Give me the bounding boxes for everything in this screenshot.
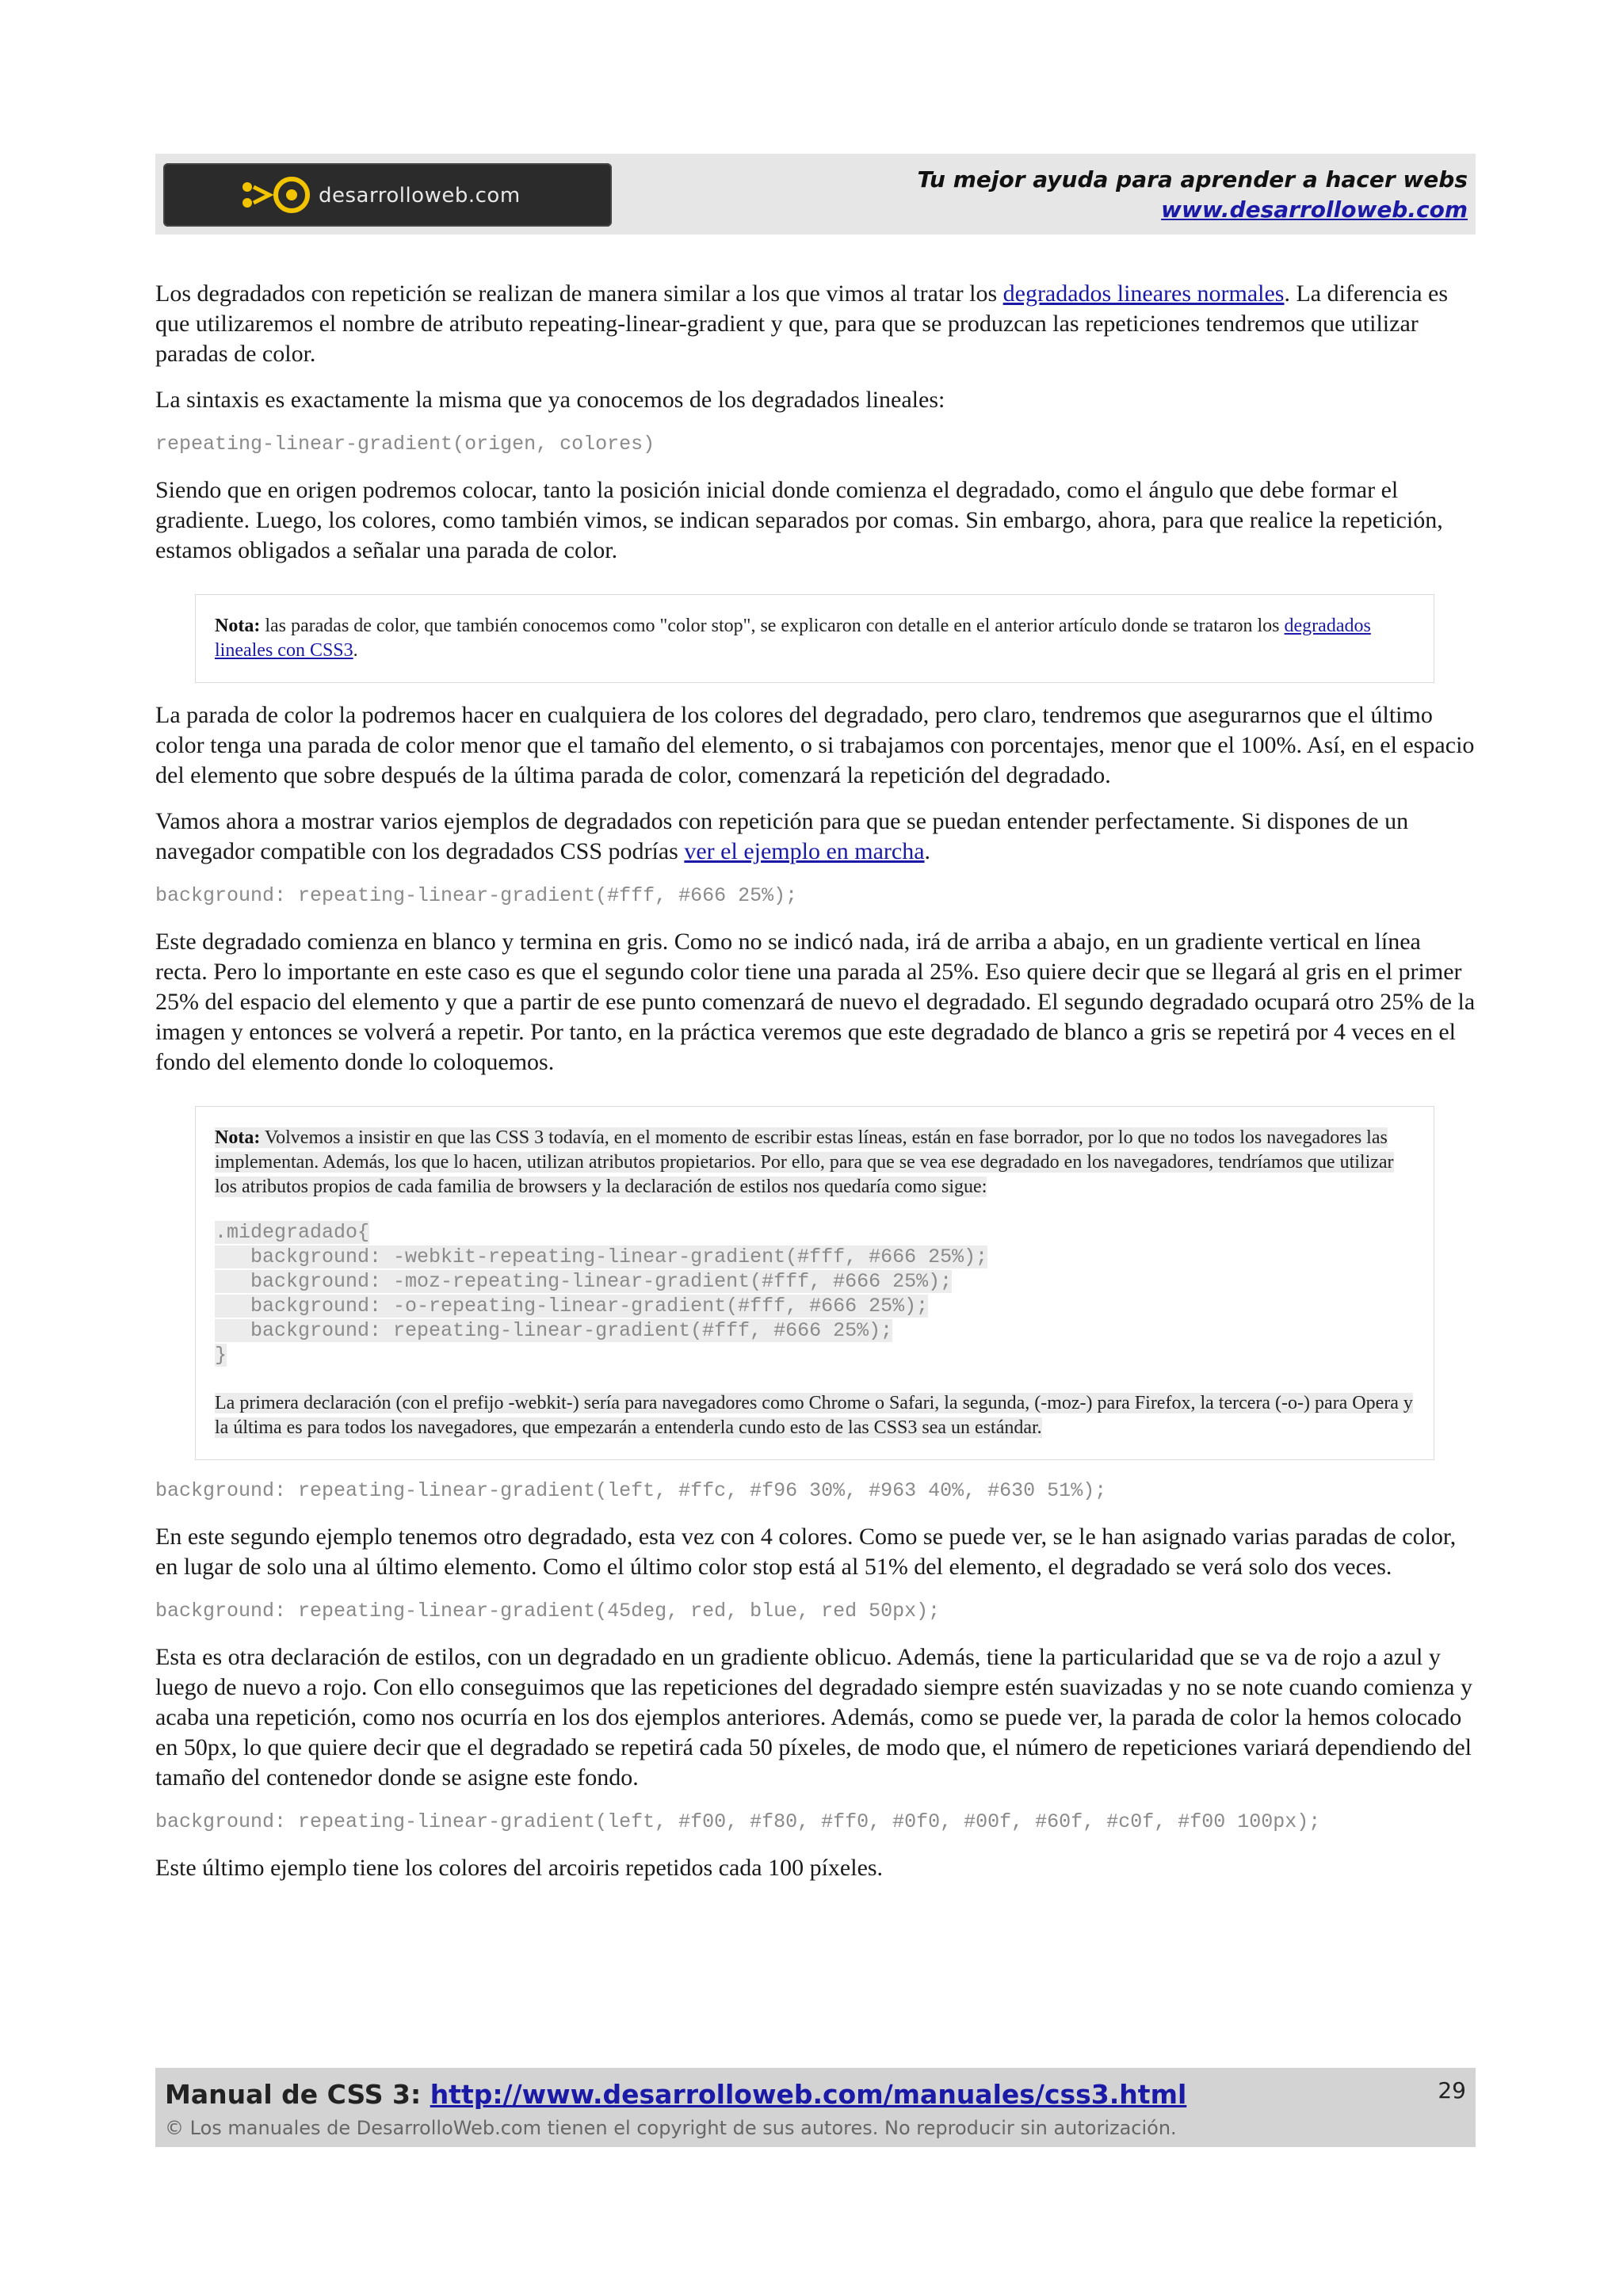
link-degradados-css3[interactable]: degradados lineales con CSS3 <box>215 616 1371 661</box>
manual-link[interactable]: http://www.desarrolloweb.com/manuales/css3.html <box>430 2079 1187 2110</box>
note-text <box>215 1126 1415 1199</box>
logo-mark-icon <box>235 174 314 215</box>
manual-title <box>165 2079 1186 2110</box>
paragraph-syntax: La sintaxis es exactamente la misma que ya conocemos de los degradados lineales: <box>155 387 945 413</box>
page-footer <box>155 2068 1476 2147</box>
page-header <box>155 154 1476 235</box>
paragraph-example-1: Este degradado comienza en blanco y termina en gris. Como no se indicó nada, irá de arriba a abajo, en un gradiente vertical en línea recta. Pero lo importante en este caso es que el segundo color tiene una parada al 25%. Eso quiere decir que se llegará al gris en el primer 25% del espacio del elemento y que a partir de ese punto comenzará de nuevo el degradado. El segundo degradado ocupará otro 25% de la imagen y entonces se volverá a repetir. Por tanto, en la práctica veremos que este degradado de blanco a gris se repetirá por 4 veces en el fondo del elemento donde lo coloquemos. <box>155 929 1476 1075</box>
tagline-text: Tu mejor ayuda para aprender a hacer webs <box>917 166 1468 193</box>
paragraph-text: Vamos ahora a mostrar varios ejemplos de degradados con repetición para que se puedan entender perfectamente. Si dispones de un navegador compatible con los degradados CSS podrías <box>155 808 1409 864</box>
paragraph-text: . La diferencia es que utilizaremos el nombre de atributo repeating-linear-gradient y que, para que se produzcan las repeticiones tendremos que utilizar paradas de color. <box>155 280 1449 367</box>
paragraph-example-3: Esta es otra declaración de estilos, con un degradado en un gradiente oblicuo. Además, tiene la particularidad que se va de rojo a azul y luego de nuevo a rojo. Con ello conseguimos que las repeticiones del degradado siempre estén suavizadas y no se note cuando comienza y acaba una repetición, como nos ocurría en los dos ejemplos anteriores. Además, como se puede ver, la parada de color la hemos colocado en 50px, lo que quiere decir que el degradado se repetirá cada 50 píxeles, de modo que, el número de repeticiones variará dependiendo del tamaño del contenedor donde se asigne este fondo. <box>155 1644 1472 1791</box>
note-footer-body: La primera declaración (con el prefijo -webkit-) sería para navegadores como Chrome o Safari, la segunda, (-moz-) para Firefox, la tercera (-o-) para Opera y la última es para todos los navegadores, que empezarán a entenderla cundo esto de las CSS3 sea un estándar. <box>215 1393 1413 1438</box>
code-line: } <box>215 1344 227 1367</box>
paragraph-text: Los degradados con repetición se realizan de manera similar a los que vimos al tratar los <box>155 280 1003 307</box>
manual-label: Manual de CSS 3: <box>165 2079 430 2110</box>
paragraph-intro <box>155 279 1476 369</box>
code-syntax: repeating-linear-gradient(origen, colores) <box>155 433 655 456</box>
copyright-text: © Los manuales de DesarrolloWeb.com tienen el copyright de sus autores. No reproducir sin autorización. <box>165 2117 1177 2139</box>
paragraph-examples <box>155 807 1476 867</box>
paragraph-color-stop: La parada de color la podremos hacer en cualquiera de los colores del degradado, pero claro, tendremos que asegurarnos que el último color tenga una parada de color menor que el tamaño del elemento, o si trabajamos con porcentajes, menor que el 100%. Así, en el espacio del elemento que sobre después de la última parada de color, comenzará la repetición del degradado. <box>155 702 1475 788</box>
paragraph-example-4: Este último ejemplo tiene los colores del arcoiris repetidos cada 100 píxeles. <box>155 1855 884 1881</box>
code-line: .midegradado{ <box>215 1221 370 1244</box>
note-label: Nota: <box>215 616 261 636</box>
code-example-2: background: repeating-linear-gradient(left, #ffc, #f96 30%, #963 40%, #630 51%); <box>155 1479 1107 1502</box>
note-footer-text <box>215 1391 1415 1440</box>
header-tagline <box>918 165 1468 225</box>
link-ver-ejemplo[interactable]: ver el ejemplo en marcha <box>684 838 925 864</box>
code-line: background: repeating-linear-gradient(#fff, #666 25%); <box>215 1319 893 1342</box>
note-body: Volvemos a insistir en que las CSS 3 todavía, en el momento de escribir estas líneas, están en fase borrador, por lo que no todos los navegadores las implementan. Además, los que lo hacen, utilizan atributos propietarios. Por ello, para que se vea ese degradado en los navegadores, tendríamos que utilizar los atributos propios de cada familia de browsers y la declaración de estilos nos quedaría como sigue: <box>215 1127 1394 1197</box>
note-text <box>215 614 1415 663</box>
link-degradados-lineares[interactable]: degradados lineares normales <box>1002 280 1285 307</box>
paragraph-origin: Siendo que en origen podremos colocar, tanto la posición inicial donde comienza el degradado, como el ángulo que debe formar el gradiente. Luego, los colores, como también vimos, se indican separados por comas. Sin embargo, ahora, para que realice la repetición, estamos obligados a señalar una parada de color. <box>155 477 1443 563</box>
note-label: Nota: <box>215 1127 261 1148</box>
paragraph-text: . <box>924 838 931 864</box>
code-example-1: background: repeating-linear-gradient(#fff, #666 25%); <box>155 884 798 907</box>
logo-text: desarrolloweb.com <box>319 184 521 208</box>
code-line: background: -moz-repeating-linear-gradient(#fff, #666 25%); <box>215 1270 953 1293</box>
note-end: . <box>353 640 358 661</box>
main-content <box>155 279 1476 1899</box>
code-example-3: background: repeating-linear-gradient(45deg, red, blue, red 50px); <box>155 1600 941 1623</box>
paragraph-example-2: En este segundo ejemplo tenemos otro degradado, esta vez con 4 colores. Como se puede ver, se le han asignado varias paradas de color, en lugar de solo una al último elemento. Como el último color stop está al 51% del elemento, el degradado se verá solo dos veces. <box>155 1524 1457 1580</box>
page-number: 29 <box>1438 2077 1466 2103</box>
desarrolloweb-logo[interactable] <box>163 163 612 227</box>
note-body: las paradas de color, que también conocemos como "color stop", se explicaron con detalle en el anterior artículo donde se trataron los <box>260 616 1285 636</box>
code-line: background: -webkit-repeating-linear-gradient(#fff, #666 25%); <box>215 1245 988 1268</box>
code-example-4: background: repeating-linear-gradient(left, #f00, #f80, #ff0, #0f0, #00f, #60f, #c0f, #f00 100px); <box>155 1810 1321 1833</box>
note-box-prefixes <box>195 1106 1434 1460</box>
note-code-block <box>215 1220 1415 1367</box>
note-box-color-stops <box>195 594 1434 683</box>
site-link[interactable]: www.desarrolloweb.com <box>1161 196 1468 223</box>
code-line: background: -o-repeating-linear-gradient(#fff, #666 25%); <box>215 1295 929 1318</box>
